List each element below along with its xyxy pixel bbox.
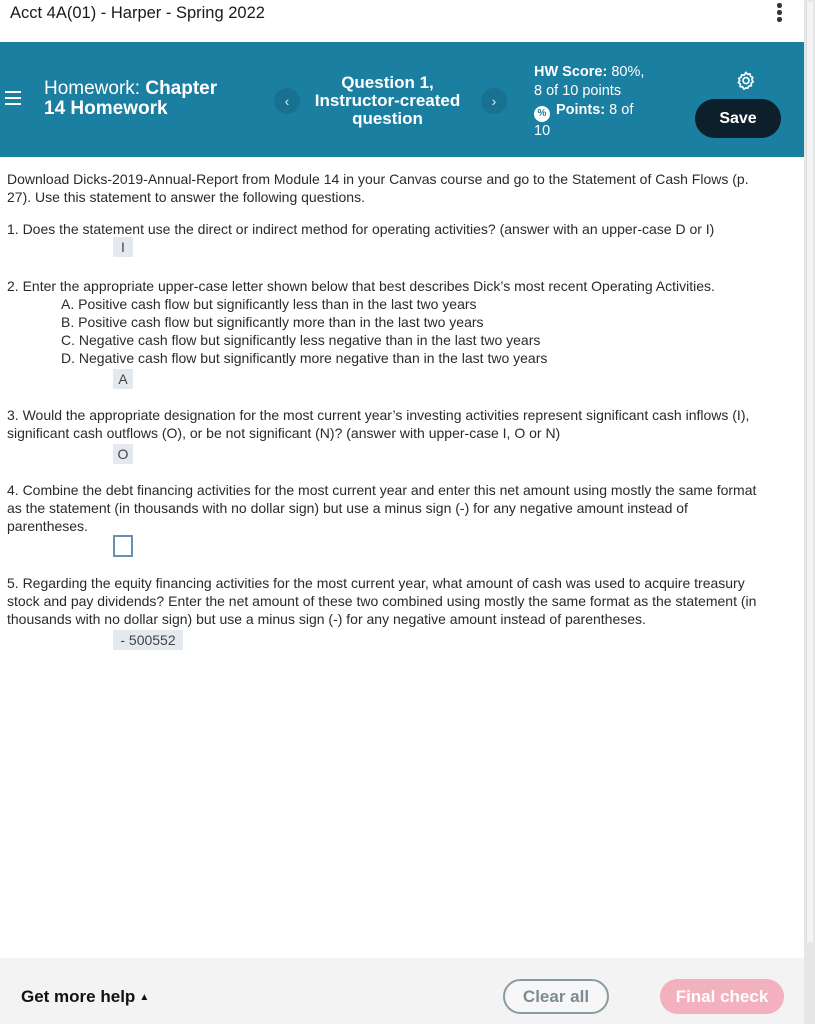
question-type: Instructor-created <box>314 91 461 110</box>
hamburger-menu-icon[interactable] <box>5 91 21 105</box>
score-points: 8 of 10 points <box>534 83 622 99</box>
question-5-line-2: stock and pay dividends? Enter the net amount of these two combined using mostly the same format as the statement (in <box>7 593 757 609</box>
footer-bar <box>0 958 804 1024</box>
answer-2-input[interactable]: A <box>113 369 133 389</box>
question-4-line-2: as the statement (in thousands with no dollar sign) but use a minus sign (-) for any negative amount instead of <box>7 500 688 516</box>
intro-line-1: Download Dicks-2019-Annual-Report from Module 14 in your Canvas course and go to the Statement of Cash Flows (p. <box>7 171 749 187</box>
question-title[interactable] <box>305 74 470 128</box>
question-5-line-1: 5. Regarding the equity financing activities for the most current year, what amount of cash was used to acquire treasury <box>7 575 745 591</box>
hw-score-value: 80%, <box>611 64 645 80</box>
question-3-line-1: 3. Would the appropriate designation for the most current year’s investing activities represent significant cash inflows (I), <box>7 407 750 423</box>
clear-all-button[interactable]: Clear all <box>503 979 609 1014</box>
get-more-help-label: Get more help <box>21 987 136 1006</box>
points-total: 10 <box>534 123 551 139</box>
hw-score-label: HW Score: <box>534 64 608 80</box>
caret-up-icon: ▲ <box>139 992 150 1003</box>
more-options-icon[interactable] <box>777 3 783 25</box>
question-3-line-2: significant cash outflows (O), or be not significant (N)? (answer with upper-case I, O or N) <box>7 425 561 441</box>
save-button[interactable]: Save <box>695 99 781 138</box>
homework-prefix: Homework: <box>44 78 146 99</box>
answer-5-input[interactable]: - 500552 <box>113 630 183 650</box>
next-question-button[interactable]: › <box>481 88 507 114</box>
homework-header <box>0 42 804 157</box>
homework-title[interactable] <box>44 79 217 119</box>
option-c: C. Negative cash flow but significantly less negative than in the last two years <box>61 332 541 348</box>
partial-credit-icon: % <box>534 106 550 122</box>
intro-line-2: 27). Use this statement to answer the following questions. <box>7 189 365 205</box>
page-scrollbar[interactable] <box>804 0 815 1024</box>
points-value: 8 of <box>609 102 634 118</box>
question-type-suffix: question <box>352 109 423 128</box>
homework-chapter: Chapter <box>145 78 218 99</box>
question-2-text: 2. Enter the appropriate upper-case letter shown below that best describes Dick’s most recent Operating Activities. <box>7 278 715 294</box>
previous-question-button[interactable]: ‹ <box>274 88 300 114</box>
scrollbar-thumb[interactable] <box>806 2 813 942</box>
question-number: Question 1, <box>341 73 434 92</box>
option-a: A. Positive cash flow but significantly less than in the last two years <box>61 296 477 312</box>
homework-name: 14 Homework <box>44 98 168 119</box>
score-panel <box>534 63 664 141</box>
answer-4-input[interactable] <box>113 535 133 557</box>
question-5-line-3: thousands with no dollar sign) but use a minus sign (-) for any negative amount instead of parentheses. <box>7 611 646 627</box>
question-4-line-3: parentheses. <box>7 518 88 534</box>
question-4-line-1: 4. Combine the debt financing activities for the most current year and enter this net amount using mostly the same format <box>7 482 757 498</box>
course-title: Acct 4A(01) - Harper - Spring 2022 <box>10 4 265 22</box>
points-label: Points: <box>556 102 606 118</box>
answer-1-input[interactable]: I <box>113 237 133 257</box>
answer-3-input[interactable]: O <box>113 444 133 464</box>
settings-gear-icon[interactable] <box>735 70 757 92</box>
question-1-text: 1. Does the statement use the direct or indirect method for operating activities? (answer with an upper-case D or I) <box>7 221 715 237</box>
get-more-help-button[interactable] <box>21 987 149 1007</box>
final-check-button[interactable]: Final check <box>660 979 784 1014</box>
option-b: B. Positive cash flow but significantly more than in the last two years <box>61 314 484 330</box>
option-d: D. Negative cash flow but significantly more negative than in the last two years <box>61 350 548 366</box>
